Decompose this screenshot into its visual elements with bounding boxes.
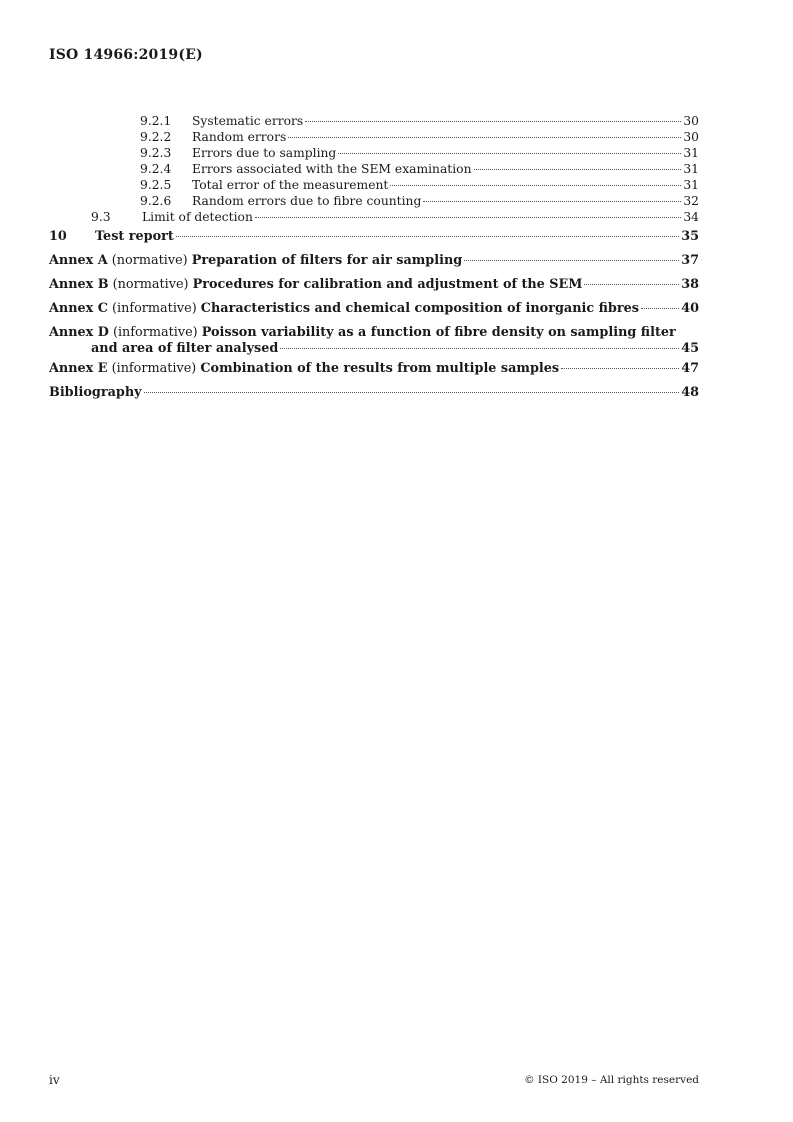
toc-entry-page: 37 [681,253,699,268]
toc-entry-9-3[interactable] [49,209,699,225]
toc-entry-title: Test report [95,229,174,244]
copyright-notice: © ISO 2019 – All rights reserved [524,1074,699,1086]
dot-leader [390,185,681,186]
toc-entry-number: 9.2.4 [140,162,172,176]
toc-entry-annex-b[interactable] [49,273,699,297]
toc-entry-page: 31 [683,146,699,160]
toc-entry-clause-10[interactable] [49,225,699,249]
toc-entry-number: 9.2.1 [140,114,172,128]
annex-title-line1: Poisson variability as a function of fibre density on sampling filter [201,325,676,340]
toc-entry-number: 9.3 [91,210,111,224]
toc-entry-title: Limit of detection [142,210,253,224]
dot-leader [338,153,681,154]
document-header: ISO 14966:2019(E) [49,47,203,63]
dot-leader [255,217,681,218]
dot-leader [474,169,682,170]
dot-leader [305,121,681,122]
annex-title: Preparation of filters for air sampling [191,253,463,268]
toc-entry-bibliography[interactable] [49,381,699,405]
dot-leader [280,348,679,349]
toc-entry-annex-d[interactable] [49,321,699,357]
toc-entry-9-2-5[interactable] [49,177,699,193]
toc-entry-annex-e[interactable] [49,357,699,381]
toc-entry-page: 47 [681,361,699,376]
table-of-contents [49,113,699,405]
toc-entry-title: Errors associated with the SEM examination [192,162,472,176]
toc-entry-page: 31 [683,178,699,192]
annex-label: Annex B [49,277,109,292]
dot-leader [584,284,679,285]
annex-type: (normative) [112,277,189,292]
toc-entry-page: 30 [683,114,699,128]
toc-entry-title: Random errors due to fibre counting [192,194,422,208]
dot-leader [176,236,679,237]
toc-entry-annex-a[interactable] [49,249,699,273]
toc-entry-number: 10 [49,229,67,244]
toc-entry-page: 30 [683,130,699,144]
toc-entry-page: 35 [681,229,699,244]
toc-entry-9-2-1[interactable] [49,113,699,129]
dot-leader [423,201,681,202]
toc-entry-number: 9.2.3 [140,146,172,160]
toc-entry-annex-c[interactable] [49,297,699,321]
toc-entry-title: Systematic errors [192,114,304,128]
toc-entry-9-2-4[interactable] [49,161,699,177]
annex-title: Procedures for calibration and adjustment of the SEM [192,277,583,292]
toc-entry-page: 34 [683,210,699,224]
annex-label: Annex A [49,253,108,268]
toc-entry-title: Total error of the measurement [192,178,389,192]
toc-entry-9-2-2[interactable] [49,129,699,145]
toc-entry-9-2-3[interactable] [49,145,699,161]
toc-entry-title: Random errors [192,130,287,144]
toc-entry-page: 38 [681,277,699,292]
dot-leader [641,308,679,309]
annex-type: (normative) [111,253,188,268]
toc-entry-page: 48 [681,385,699,400]
dot-leader [144,392,680,393]
toc-entry-9-2-6[interactable] [49,193,699,209]
toc-entry-page: 32 [683,194,699,208]
annex-type: (informative) [111,361,197,376]
toc-entry-number: 9.2.5 [140,178,172,192]
annex-title: Characteristics and chemical composition of inorganic fibres [200,301,639,316]
toc-entry-number: 9.2.6 [140,194,172,208]
toc-entry-page: 31 [683,162,699,176]
annex-type: (informative) [112,301,197,316]
dot-leader [288,137,681,138]
dot-leader [561,368,679,369]
toc-entry-page: 45 [681,341,699,356]
dot-leader [464,260,679,261]
toc-entry-title: Errors due to sampling [192,146,337,160]
annex-label: Annex D [49,325,109,340]
toc-entry-number: 9.2.2 [140,130,172,144]
toc-entry-page: 40 [681,301,699,316]
annex-title-line2: and area of filter analysed [91,341,279,356]
annex-label: Annex E [49,361,108,376]
annex-title: Combination of the results from multiple samples [200,361,560,376]
annex-label: Annex C [49,301,108,316]
toc-entry-title: Bibliography [49,385,142,400]
annex-type: (informative) [112,325,198,340]
page-number: iv [49,1073,60,1087]
